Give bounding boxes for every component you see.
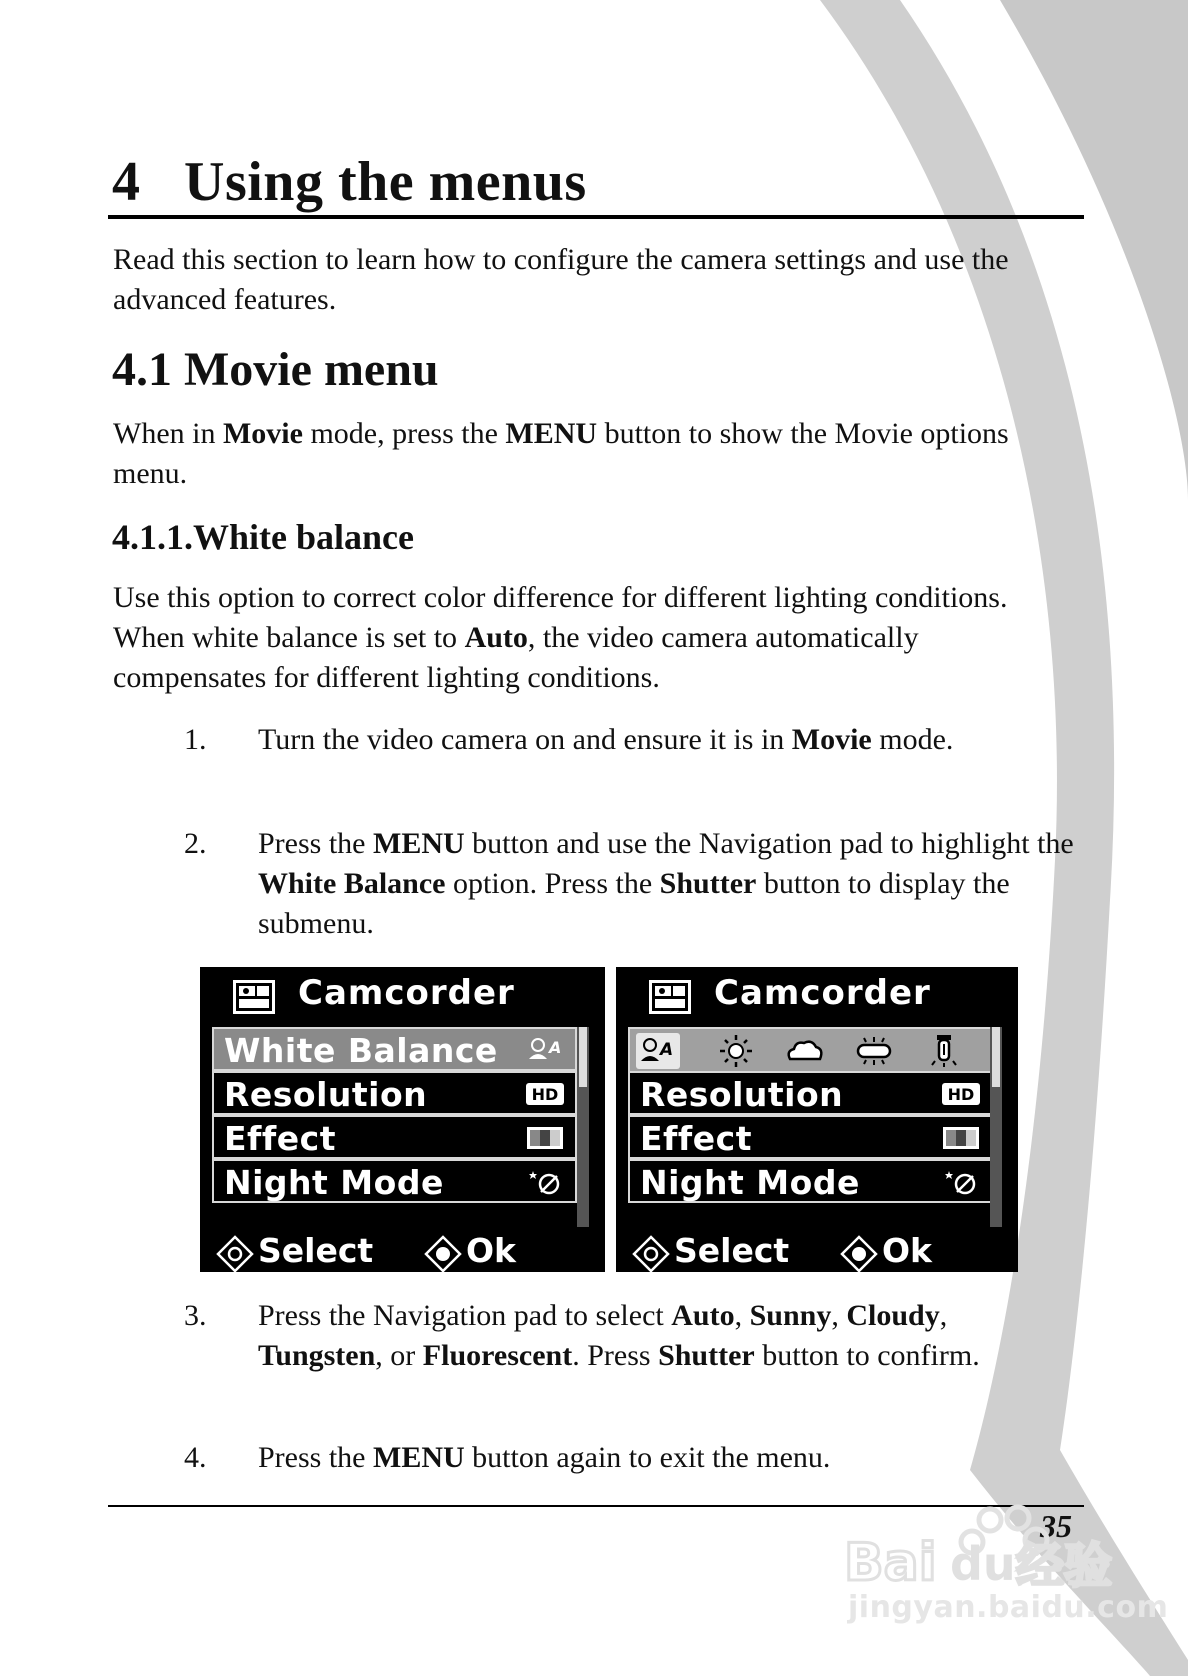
footer-select-label: Select: [258, 1231, 374, 1270]
wb-option-sunny[interactable]: [714, 1033, 758, 1069]
scrollbar[interactable]: [577, 1027, 589, 1227]
menu-row-night-mode[interactable]: Night Mode: [628, 1159, 993, 1203]
page-number: 35: [1040, 1508, 1072, 1544]
svg-text:Bai: Bai: [844, 1533, 937, 1593]
intro-paragraph: Read this section to learn how to configure the camera settings and use the advanced features.: [113, 243, 1009, 316]
svg-text:HD: HD: [947, 1085, 975, 1104]
step-text: Press the MENU button again to exit the menu.: [258, 1441, 831, 1474]
night-mode-off-icon: [941, 1167, 981, 1197]
menu-row-white-balance[interactable]: White Balance A: [212, 1027, 577, 1071]
screen-header: [616, 967, 1018, 1025]
sunny-icon: [714, 1033, 758, 1069]
auto-wb-icon: [636, 1033, 680, 1069]
menu-list: [628, 1027, 1002, 1227]
cloudy-icon: [782, 1033, 826, 1069]
menu-row-resolution[interactable]: Resolution HD: [212, 1071, 577, 1115]
wb-option-tungsten[interactable]: [852, 1033, 896, 1069]
step-number: 4.: [184, 1441, 207, 1474]
footer-ok-label: Ok: [466, 1231, 516, 1270]
wb-option-cloudy[interactable]: [782, 1033, 826, 1069]
screen-footer: [200, 1231, 605, 1271]
nav-pad-select-icon: [216, 1235, 254, 1273]
menu-row-effect[interactable]: Effect: [628, 1115, 993, 1159]
nav-pad-ok-icon: [424, 1235, 462, 1273]
chapter-title-text: Using the menus: [184, 151, 587, 213]
svg-text:HD: HD: [531, 1085, 559, 1104]
title-rule: [108, 215, 1084, 219]
auto-wb-icon: [525, 1035, 565, 1065]
subsection-text: Use this option to correct color difference for different lighting conditions. When white balance is set to Auto, the video camera automatically compensates for different lighting conditions.: [113, 581, 1008, 694]
camera-screen-wb-submenu: [616, 967, 1018, 1272]
screen-title: Camcorder: [714, 973, 931, 1013]
effect-icon: [941, 1123, 981, 1153]
scrollbar[interactable]: [990, 1027, 1002, 1227]
white-balance-options: [628, 1027, 993, 1073]
footer-select-label: Select: [674, 1231, 790, 1270]
screen-title: Camcorder: [298, 973, 515, 1013]
tungsten-icon: [852, 1033, 896, 1069]
camera-screen-menu: [200, 967, 605, 1272]
night-mode-off-icon: [525, 1167, 565, 1197]
camcorder-icon: [648, 979, 692, 1015]
scrollbar-thumb[interactable]: [579, 1027, 587, 1087]
menu-list: [212, 1027, 589, 1227]
svg-text:A: A: [660, 1040, 674, 1060]
step-number: 2.: [184, 827, 207, 860]
section-title: 4.1 Movie menu: [112, 343, 439, 396]
baidu-watermark-logo: [840, 1500, 1130, 1650]
hd-icon: [525, 1079, 565, 1109]
scrollbar-thumb[interactable]: [992, 1027, 1000, 1087]
camcorder-icon: [232, 979, 276, 1015]
nav-pad-select-icon: [632, 1235, 670, 1273]
step-number: 1.: [184, 723, 207, 756]
chapter-title: [112, 150, 587, 214]
svg-text:经验: 经验: [1016, 1538, 1113, 1594]
svg-text:A: A: [549, 1038, 562, 1057]
watermark-url: jingyan.baidu.com: [848, 1590, 1169, 1625]
chapter-number: 4: [112, 151, 141, 213]
effect-icon: [525, 1123, 565, 1153]
fluorescent-icon: [922, 1033, 966, 1069]
footer-ok-label: Ok: [882, 1231, 932, 1270]
nav-pad-ok-icon: [840, 1235, 878, 1273]
wb-option-fluorescent[interactable]: [922, 1033, 966, 1069]
wb-option-auto[interactable]: [636, 1033, 680, 1069]
screen-footer: [616, 1231, 1018, 1271]
menu-row-resolution[interactable]: Resolution HD: [628, 1071, 993, 1115]
screen-header: [200, 967, 605, 1025]
step-text: Press the MENU button and use the Navigation pad to highlight the White Balance option. Press the Shutter button to display the submenu.: [258, 827, 1074, 940]
hd-icon: [941, 1079, 981, 1109]
step-text: Turn the video camera on and ensure it is in Movie mode.: [258, 723, 954, 756]
section-intro: When in Movie mode, press the MENU button to show the Movie options menu.: [113, 417, 1009, 490]
step-text: Press the Navigation pad to select Auto, Sunny, Cloudy, Tungsten, or Fluorescent. Press Shutter button to confirm.: [258, 1299, 980, 1372]
menu-row-effect[interactable]: Effect: [212, 1115, 577, 1159]
step-number: 3.: [184, 1299, 207, 1332]
menu-row-night-mode[interactable]: Night Mode: [212, 1159, 577, 1203]
svg-text:du: du: [950, 1537, 1016, 1591]
subsection-title: 4.1.1.White balance: [112, 517, 414, 557]
